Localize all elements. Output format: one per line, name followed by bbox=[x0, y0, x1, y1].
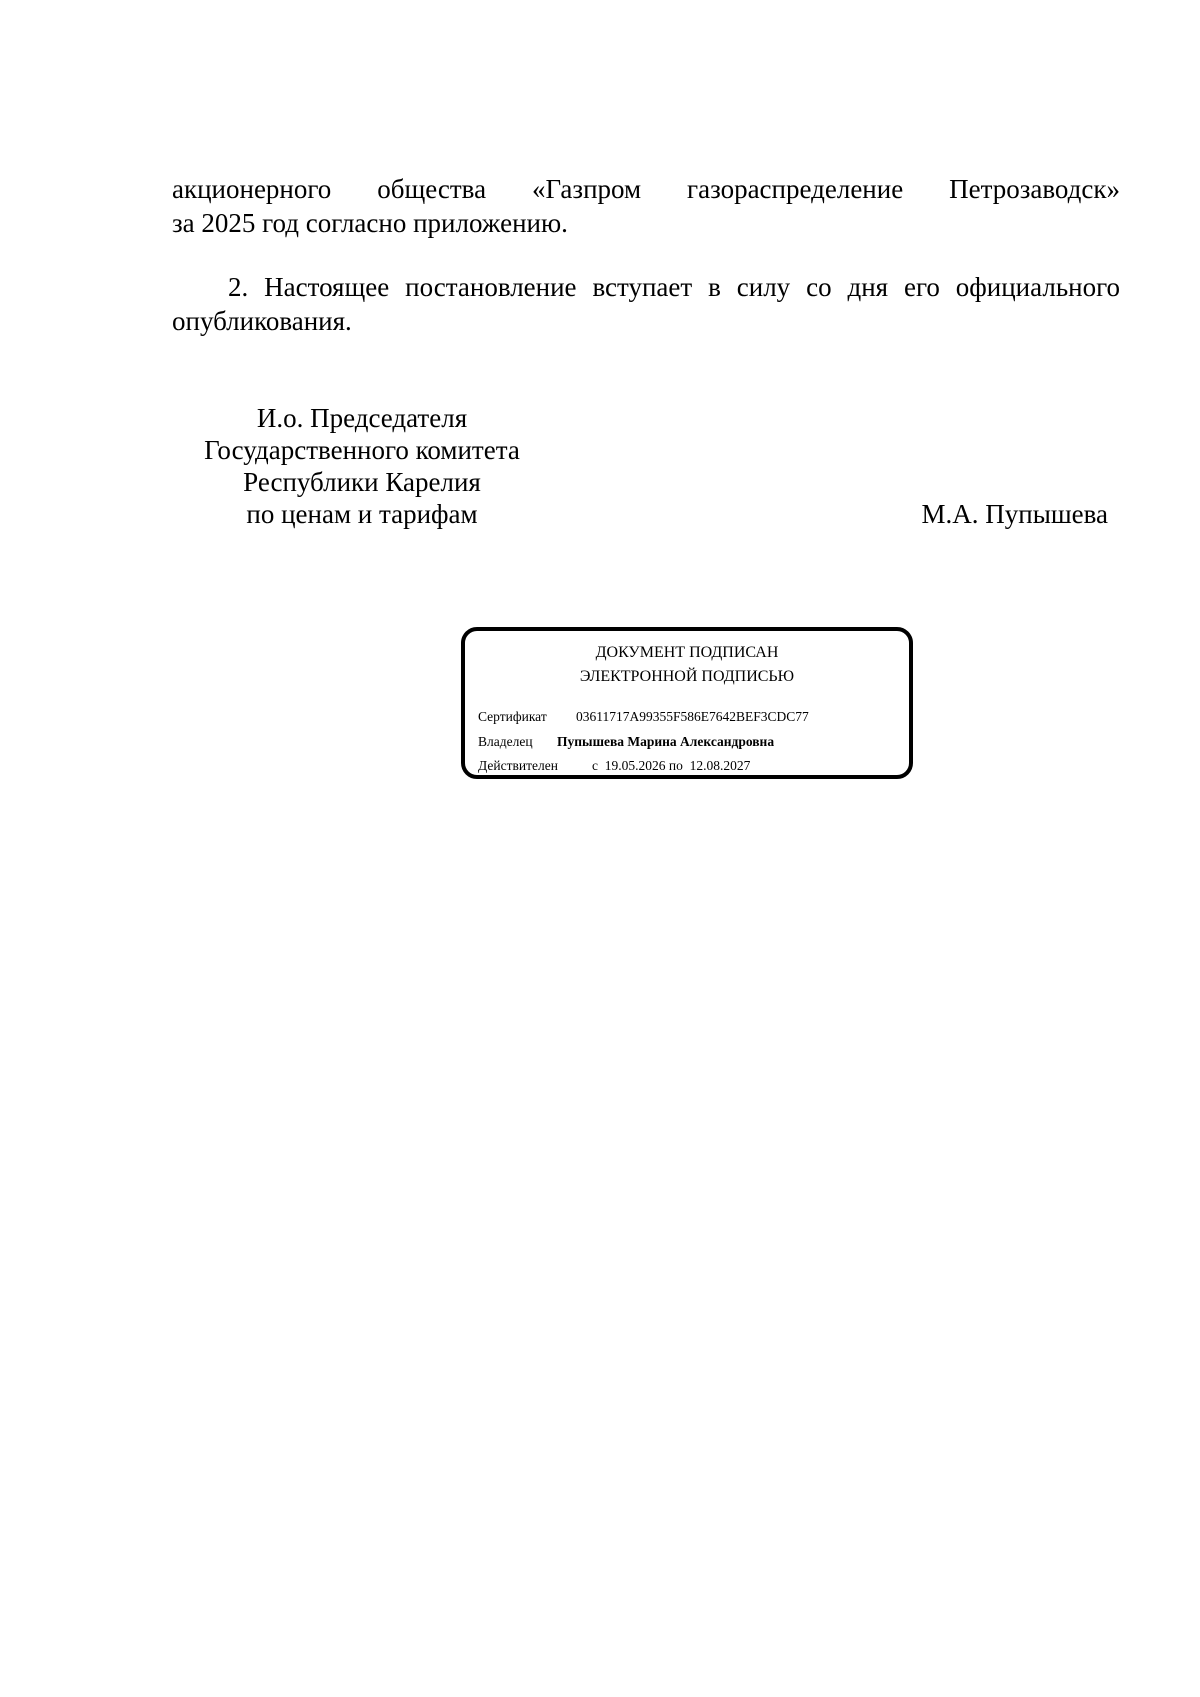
stamp-title-line-1: ДОКУМЕНТ ПОДПИСАН bbox=[595, 644, 779, 661]
stamp-owner-value: Пупышева Марина Александровна bbox=[557, 734, 775, 749]
signatory-name: М.А. Пупышева bbox=[921, 499, 1108, 529]
paragraph-resolution-item-2 bbox=[172, 270, 1120, 338]
stamp-owner-row bbox=[478, 732, 774, 752]
signatory-position bbox=[172, 402, 552, 530]
stamp-certificate-row bbox=[478, 707, 809, 727]
paragraph-2-line-1: 2. Настоящее постановление вступает в силу со дня его официального bbox=[228, 272, 1120, 302]
stamp-owner-label: Владелец bbox=[478, 734, 533, 749]
electronic-signature-stamp bbox=[461, 627, 913, 779]
stamp-title bbox=[465, 641, 909, 689]
stamp-validity-row bbox=[478, 756, 750, 776]
stamp-certificate-value: 03611717A99355F586E7642BEF3CDC77 bbox=[576, 709, 809, 724]
stamp-title-line-2: ЭЛЕКТРОННОЙ ПОДПИСЬЮ bbox=[579, 668, 795, 685]
signatory-position-line-4: по ценам и тарифам bbox=[246, 499, 478, 529]
signatory-position-line-1: И.о. Председателя bbox=[256, 403, 468, 433]
paragraph-1-line-1: акционерного общества «Газпром газораспределение Петрозаводск» bbox=[172, 174, 1120, 204]
signatory-position-line-2: Государственного комитета bbox=[204, 435, 520, 465]
stamp-validity-label: Действителен bbox=[478, 758, 558, 773]
paragraph-resolution-item-1 bbox=[172, 172, 1120, 240]
signatory-position-line-3: Республики Карелия bbox=[243, 467, 481, 497]
stamp-certificate-label: Сертификат bbox=[478, 709, 547, 724]
paragraph-2-line-2: опубликования. bbox=[172, 306, 352, 336]
paragraph-1-line-2: за 2025 год согласно приложению. bbox=[172, 208, 568, 238]
stamp-validity-value: с 19.05.2026 по 12.08.2027 bbox=[592, 758, 751, 773]
